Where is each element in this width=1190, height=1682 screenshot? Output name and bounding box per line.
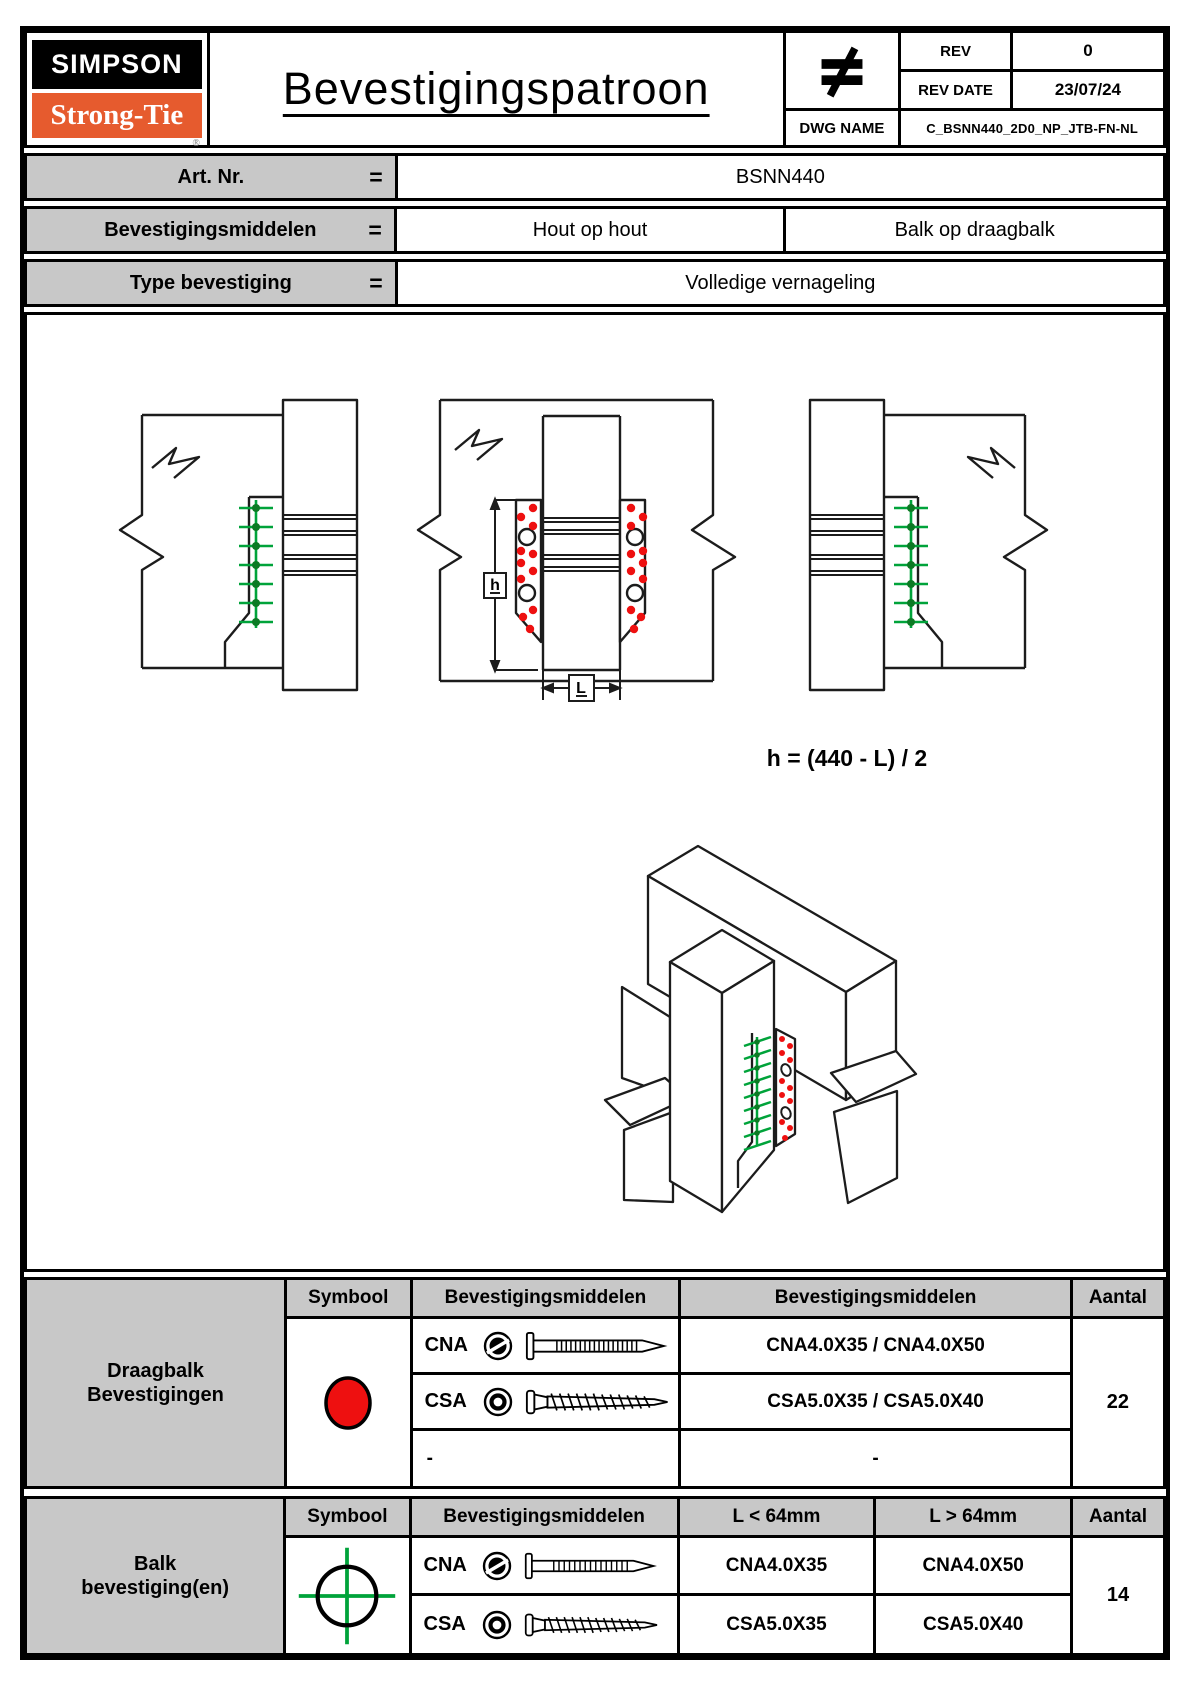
balk-symbol-icon — [295, 1544, 399, 1648]
middelen-value-1: Hout op hout — [397, 209, 784, 251]
rev-date-label: REV DATE — [901, 72, 1010, 108]
csa-code: CSA — [423, 1613, 466, 1635]
col-middelen2: Bevestigingsmiddelen — [681, 1280, 1069, 1316]
dim-l-label: L — [576, 680, 586, 697]
bevestigingsmiddelen-row — [24, 206, 1166, 254]
cna-badge-icon — [482, 1551, 512, 1581]
equals-sign: = — [369, 269, 383, 296]
equals-sign: = — [368, 216, 382, 243]
col-aantal: Aantal — [1073, 1499, 1163, 1535]
projection-symbol-cell — [786, 33, 899, 108]
col-l-gt-64: L > 64mm — [876, 1499, 1070, 1535]
col-middelen: Bevestigingsmiddelen — [413, 1280, 679, 1316]
col-aantal: Aantal — [1073, 1280, 1163, 1316]
csa-fastener-cell — [412, 1596, 677, 1653]
art-nr-label: Art. Nr. — [177, 165, 245, 188]
col-l-lt-64: L < 64mm — [680, 1499, 874, 1535]
csa-badge-icon — [482, 1610, 512, 1640]
draagbalk-table-label: Draagbalk Bevestigingen — [27, 1280, 284, 1486]
rev-date-value: 23/07/24 — [1013, 72, 1163, 108]
cna-badge-icon — [483, 1331, 513, 1361]
draagbalk-symbol-icon — [318, 1371, 378, 1435]
cna-spec-lt: CNA4.0X35 — [680, 1538, 874, 1593]
simpson-strongtie-logo — [32, 40, 202, 149]
middelen-value-2: Balk op draagbalk — [786, 209, 1163, 251]
csa-badge-icon — [483, 1387, 513, 1417]
draagbalk-symbol-cell — [287, 1319, 410, 1486]
cna-spec: CNA4.0X35 / CNA4.0X50 — [681, 1319, 1069, 1372]
cna-code: CNA — [423, 1554, 467, 1576]
nail-icon — [525, 1329, 675, 1363]
dim-h-label: h — [490, 577, 500, 594]
balk-fasteners-table — [24, 1496, 1166, 1656]
screw-icon — [525, 1385, 675, 1419]
screw-icon — [524, 1609, 664, 1641]
middelen-label: Bevestigingsmiddelen — [104, 218, 317, 241]
side-view-right-drawing — [750, 360, 1065, 695]
cna-spec-gt: CNA4.0X50 — [876, 1538, 1070, 1593]
col-symbool: Symbool — [287, 1280, 410, 1316]
page-title: Bevestigingspatroon — [282, 63, 710, 114]
nail-icon — [524, 1550, 664, 1582]
rev-value: 0 — [1013, 33, 1163, 69]
equals-sign: = — [369, 163, 383, 190]
not-equal-icon — [816, 43, 868, 99]
dash-spec-cell: - — [681, 1431, 1069, 1486]
csa-spec-lt: CSA5.0X35 — [680, 1596, 874, 1653]
type-value: Volledige vernageling — [398, 262, 1163, 304]
draagbalk-fasteners-table — [24, 1277, 1166, 1489]
drawing-panel — [24, 312, 1166, 1272]
draagbalk-aantal-value: 22 — [1073, 1319, 1163, 1486]
dwg-name-value: C_BSNN440_2D0_NP_JTB-FN-NL — [901, 111, 1163, 145]
csa-code: CSA — [424, 1390, 467, 1412]
balk-aantal-value: 14 — [1073, 1538, 1163, 1653]
csa-spec: CSA5.0X35 / CSA5.0X40 — [681, 1375, 1069, 1428]
brand-logo — [27, 33, 207, 149]
type-label: Type bevestiging — [129, 271, 292, 294]
isometric-view-drawing — [545, 790, 965, 1220]
side-view-left-drawing — [102, 360, 417, 695]
rev-label: REV — [901, 33, 1010, 69]
art-nr-row — [24, 153, 1166, 201]
dash-code-cell: - — [413, 1431, 679, 1486]
sheet-title-cell — [210, 33, 783, 145]
type-label-cell — [27, 262, 395, 304]
col-symbool: Symbool — [286, 1499, 408, 1535]
type-bevestiging-row — [24, 259, 1166, 307]
front-view-drawing — [398, 355, 738, 705]
cna-code: CNA — [424, 1334, 468, 1356]
dwg-name-label: DWG NAME — [786, 111, 899, 145]
art-nr-value: BSNN440 — [398, 156, 1163, 198]
registered-mark: ® — [192, 138, 200, 149]
balk-symbol-cell — [286, 1538, 408, 1653]
title-block — [24, 30, 1166, 148]
logo-strongtie: Strong-Tie ® — [32, 93, 202, 138]
middelen-label-cell — [27, 209, 394, 251]
sheet-frame — [20, 26, 1170, 1660]
csa-fastener-cell — [413, 1375, 679, 1428]
cna-fastener-cell — [412, 1538, 677, 1593]
cna-fastener-cell — [413, 1319, 679, 1372]
col-middelen: Bevestigingsmiddelen — [412, 1499, 677, 1535]
logo-simpson: SIMPSON — [32, 40, 202, 89]
balk-table-label: Balk bevestiging(en) — [27, 1499, 283, 1653]
drawing-canvas — [27, 315, 1163, 1269]
csa-spec-gt: CSA5.0X40 — [876, 1596, 1070, 1653]
height-formula: h = (440 - L) / 2 — [766, 745, 928, 771]
art-nr-label-cell — [27, 156, 395, 198]
